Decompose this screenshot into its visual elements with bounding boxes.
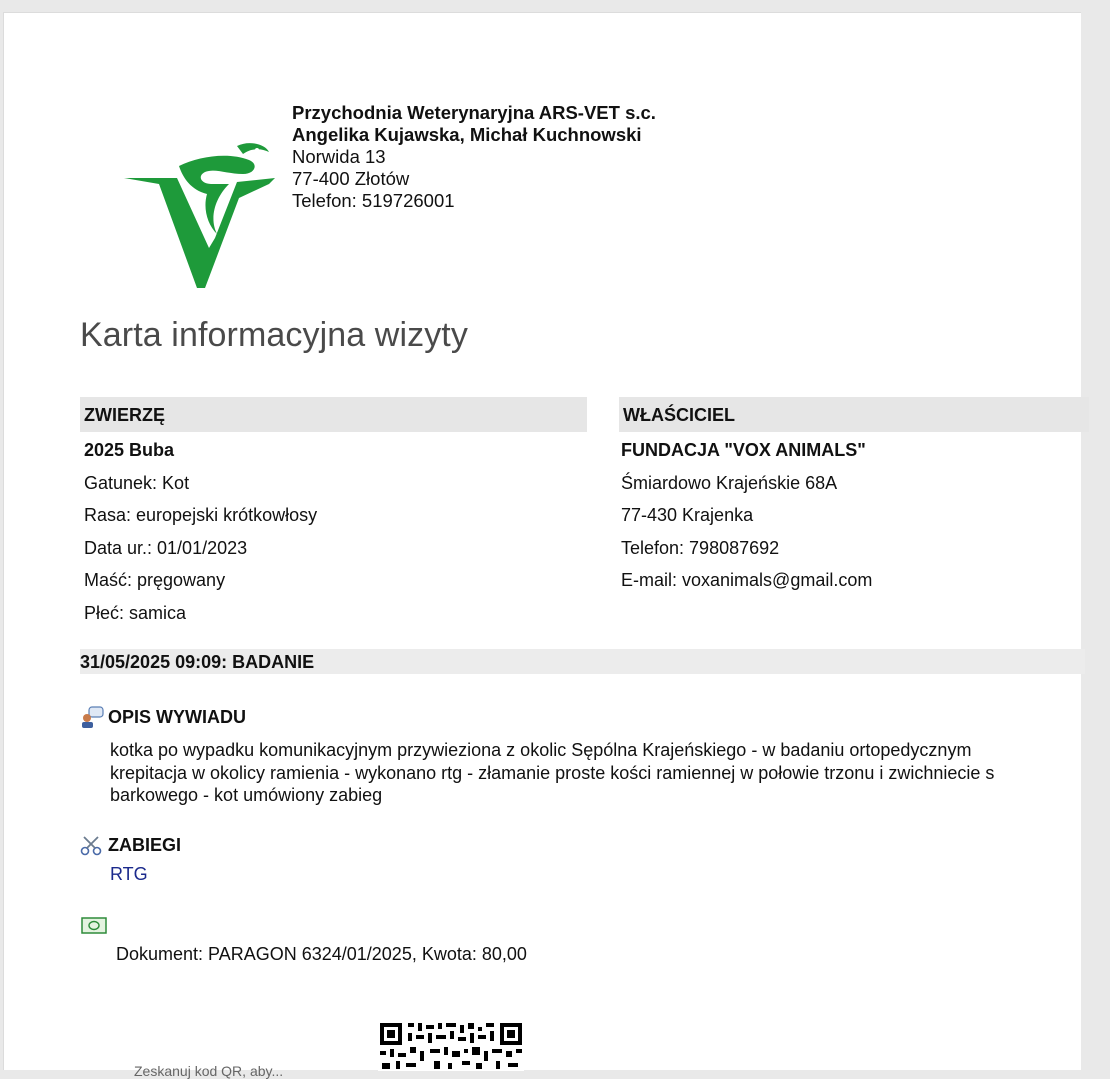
interview-title: OPIS WYWIADU [108, 706, 246, 727]
procedures-title: ZABIEGI [108, 835, 182, 855]
qr-caption: Zeskanuj kod QR, aby... [134, 1063, 284, 1079]
animal-breed: Rasa: europejski krótkowłosy [84, 505, 318, 525]
vet-snake-logo-icon [119, 138, 281, 296]
interview-line: barkowego - kot umówiony zabieg [110, 785, 383, 805]
animal-birth: Data ur.: 01/01/2023 [84, 537, 248, 558]
interview-text [110, 739, 1110, 807]
page-title: Karta informacyjna wizyty [80, 316, 468, 354]
interview-heading [80, 706, 246, 728]
procedure-item: RTG [110, 864, 148, 884]
owner-details [621, 434, 872, 597]
animal-color: Maść: pręgowany [84, 570, 226, 590]
owner-address1: Śmiardowo Krajeńskie 68A [621, 472, 838, 493]
owner-email: E-mail: voxanimals@gmail.com [621, 570, 873, 590]
procedures-heading [80, 835, 181, 856]
banknote-icon [81, 917, 107, 934]
clinic-owners: Angelika Kujawska, Michał Kuchnowski [292, 124, 642, 145]
animal-species: Gatunek: Kot [84, 472, 190, 493]
document-page [3, 12, 1081, 1079]
payment-document: Dokument: PARAGON 6324/01/2025, Kwota: 80,00 [116, 944, 527, 964]
visit-header: 31/05/2025 09:09: BADANIE [80, 649, 1085, 674]
animal-details [84, 434, 317, 629]
clinic-city: 77-400 Złotów [292, 168, 410, 189]
animal-section-header: ZWIERZĘ [80, 397, 587, 432]
clinic-phone: Telefon: 519726001 [292, 190, 455, 211]
clinic-street: Norwida 13 [292, 146, 386, 167]
qr-code-icon [378, 1021, 524, 1071]
owner-address2: 77-430 Krajenka [621, 505, 754, 525]
speech-bubble-icon [80, 706, 104, 728]
clinic-name: Przychodnia Weterynaryjna ARS-VET s.c. [292, 102, 656, 123]
animal-sex: Płeć: samica [84, 602, 187, 623]
scissors-icon [80, 836, 104, 856]
clinic-header [292, 102, 656, 212]
owner-phone: Telefon: 798087692 [621, 537, 780, 558]
animal-name: 2025 Buba [84, 440, 175, 460]
interview-line: kotka po wypadku komunikacyjnym przywieziona z okolic Sępólna Krajeńskiego - w badaniu ortopedycznym [110, 740, 972, 760]
interview-line: krepitacja w okolicy ramienia - wykonano rtg - złamanie proste kości ramiennej w połowie trzonu i zwichniecie s [110, 762, 995, 783]
owner-section-header: WŁAŚCICIEL [619, 397, 1089, 432]
owner-name: FUNDACJA "VOX ANIMALS" [621, 440, 866, 460]
